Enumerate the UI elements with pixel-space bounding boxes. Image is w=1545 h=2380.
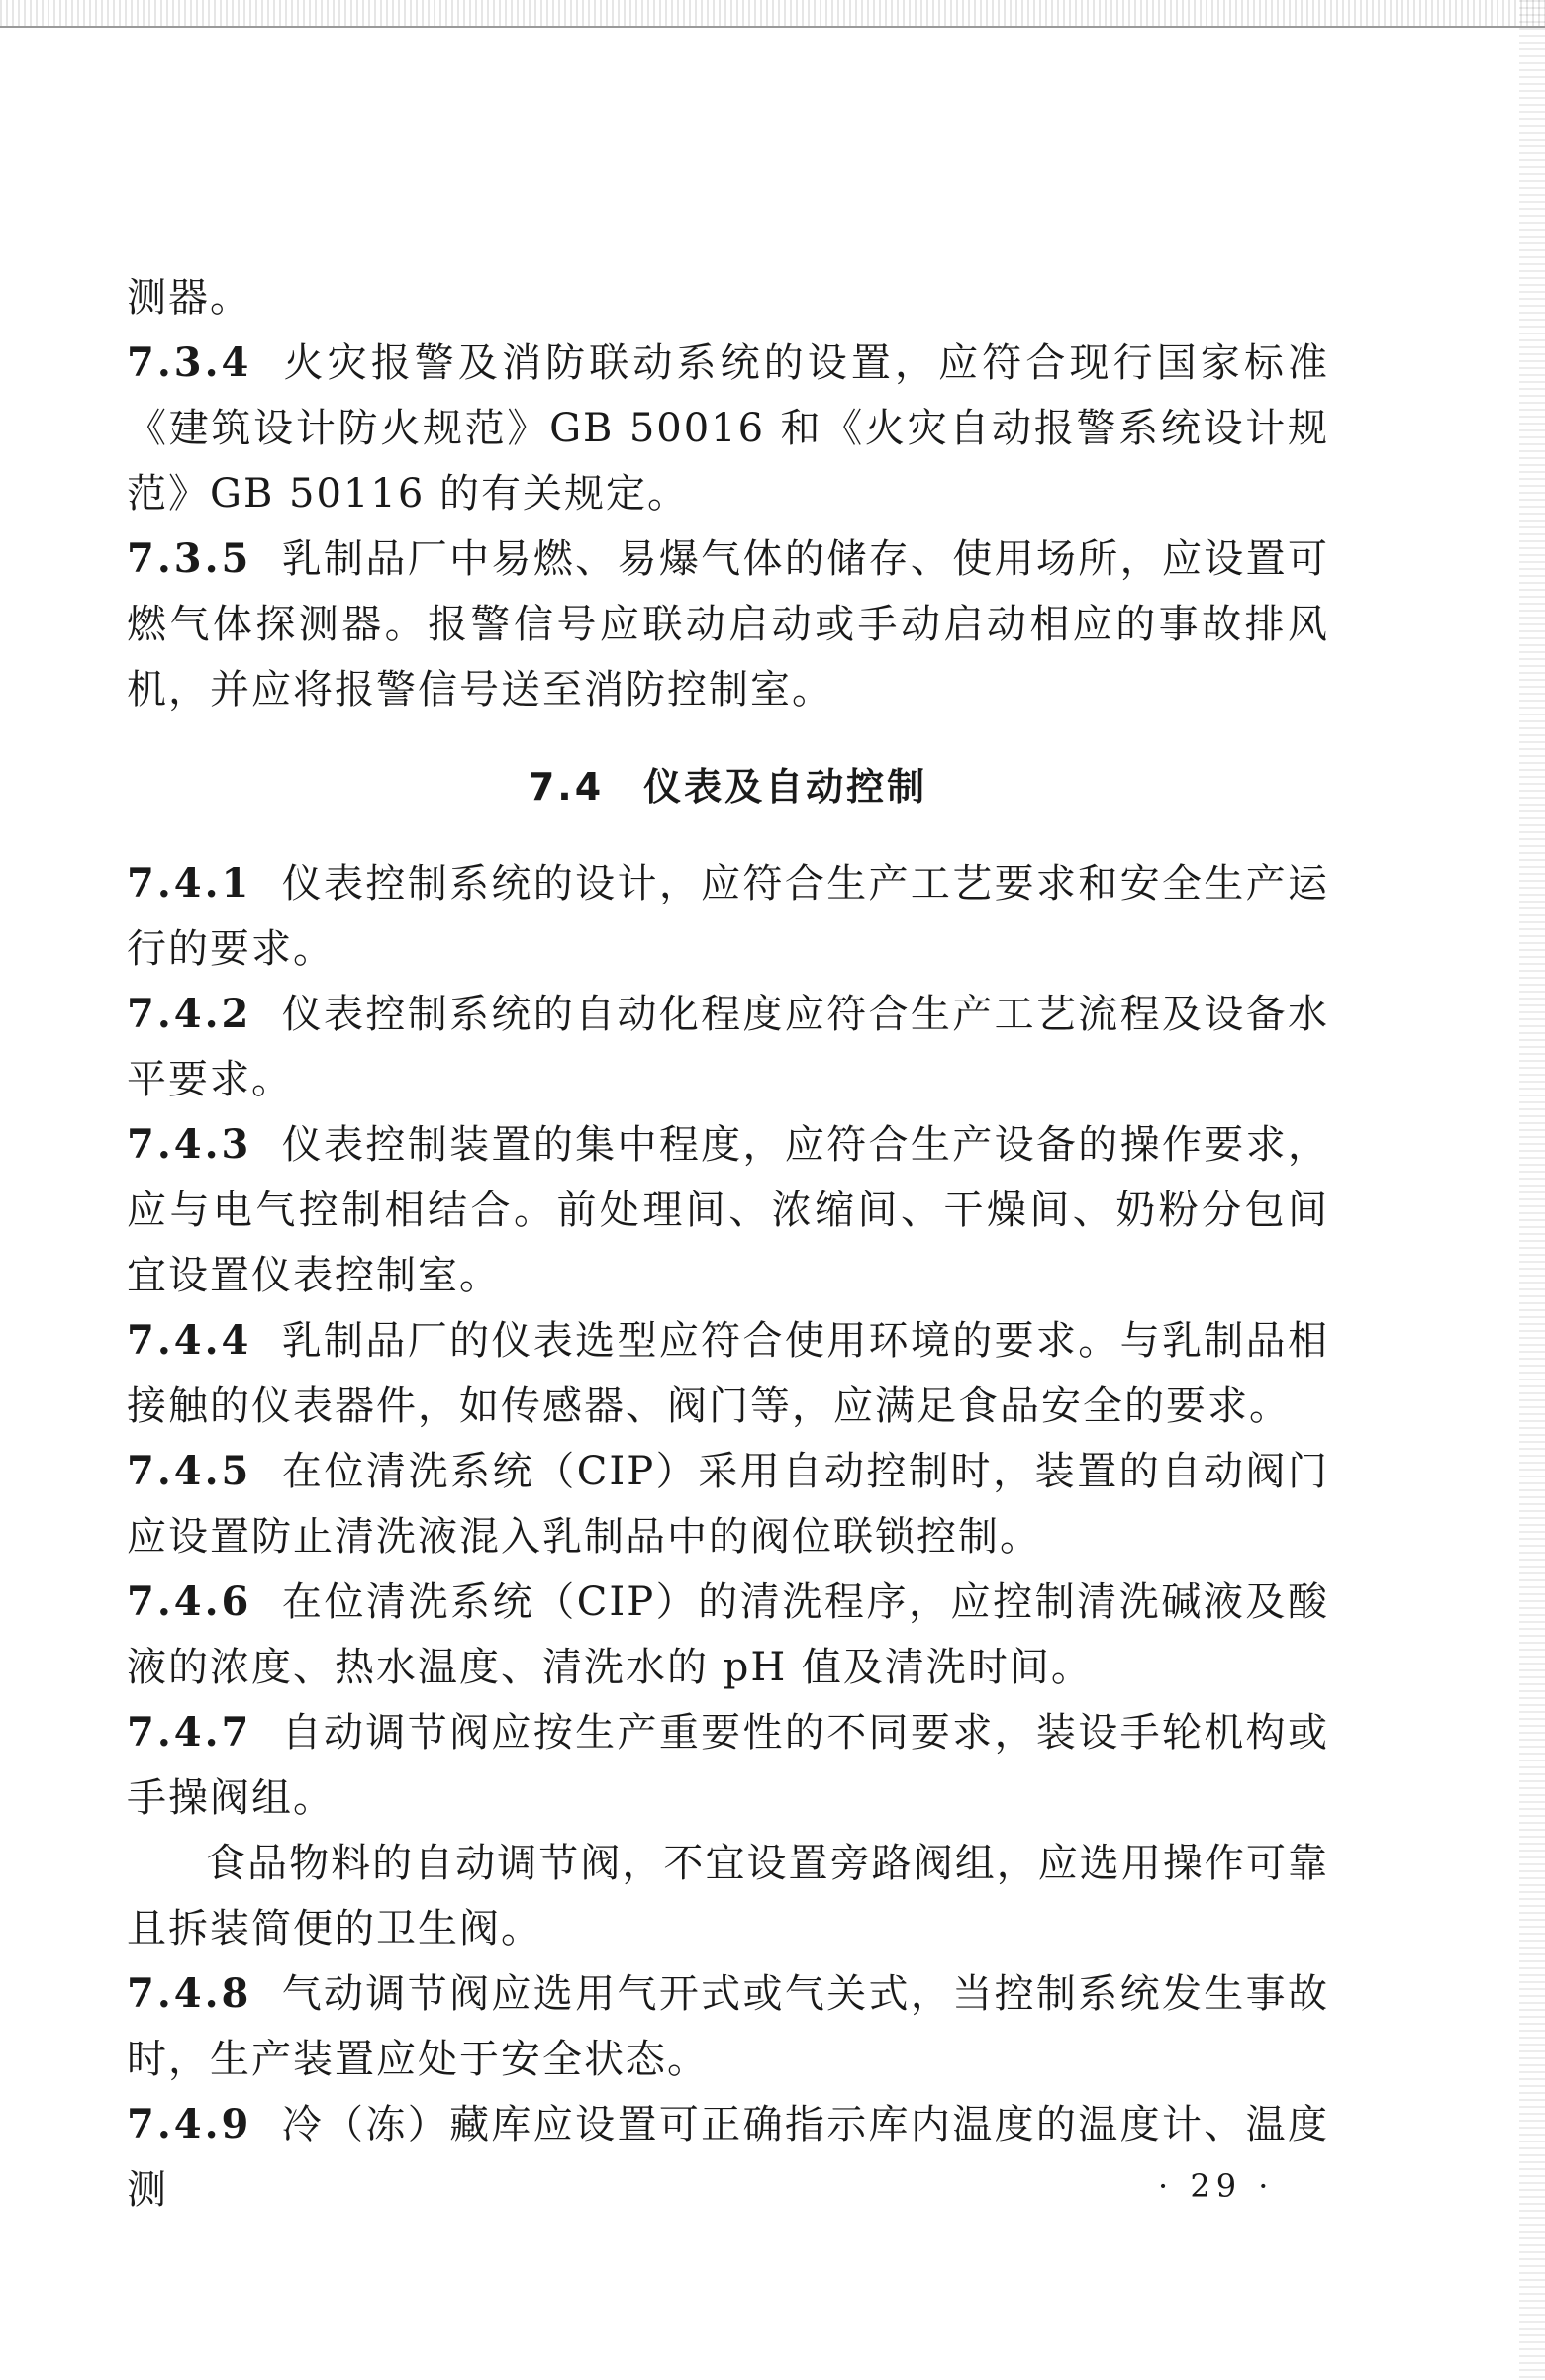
clause-number: 7.4.1 bbox=[127, 860, 252, 906]
clause-text: 乳制品厂中易燃、易爆气体的储存、使用场所，应设置可燃气体探测器。报警信号应联动启动或手动启动相应的事故排风机，并应将报警信号送至消防控制室。 bbox=[127, 536, 1329, 713]
clause-text: 测器。 bbox=[127, 275, 251, 321]
clause-text: 在位清洗系统（CIP）的清洗程序，应控制清洗碱液及酸液的浓度、热水温度、清洗水的 pH 值及清洗时间。 bbox=[127, 1579, 1329, 1690]
clause-text: 食品物料的自动调节阀，不宜设置旁路阀组，应选用操作可靠且拆装简便的卫生阀。 bbox=[127, 1841, 1329, 1952]
scan-top-line bbox=[0, 26, 1545, 28]
clause-paragraph bbox=[127, 1439, 1329, 1570]
clause-number: 7.4.6 bbox=[127, 1578, 252, 1625]
clause-paragraph bbox=[127, 1112, 1329, 1308]
clause-number: 7.4.8 bbox=[127, 1970, 252, 2017]
clause-text: 仪表控制系统的设计，应符合生产工艺要求和安全生产运行的要求。 bbox=[127, 861, 1329, 972]
clause-paragraph bbox=[127, 526, 1329, 722]
clause-number: 7.4.9 bbox=[127, 2101, 252, 2147]
clause-number: 7.3.4 bbox=[127, 339, 252, 386]
clause-text: 火灾报警及消防联动系统的设置，应符合现行国家标准《建筑设计防火规范》GB 50016 和《火灾自动报警系统设计规范》GB 50116 的有关规定。 bbox=[127, 340, 1329, 517]
body-paragraph bbox=[127, 265, 1329, 331]
clause-paragraph bbox=[127, 982, 1329, 1112]
page-number: · 29 · bbox=[1158, 2167, 1275, 2205]
clause-number: 7.3.5 bbox=[127, 535, 252, 582]
clause-text: 气动调节阀应选用气开式或气关式，当控制系统发生事故时，生产装置应处于安全状态。 bbox=[127, 1971, 1329, 2082]
clause-paragraph bbox=[127, 1961, 1329, 2092]
clause-paragraph bbox=[127, 1700, 1329, 1831]
clause-text: 自动调节阀应按生产重要性的不同要求，装设手轮机构或手操阀组。 bbox=[127, 1710, 1329, 1821]
clause-paragraph bbox=[127, 1308, 1329, 1439]
clause-text: 在位清洗系统（CIP）采用自动控制时，装置的自动阀门应设置防止清洗液混入乳制品中的阀位联锁控制。 bbox=[127, 1449, 1329, 1560]
clause-number: 7.4.5 bbox=[127, 1448, 252, 1494]
clause-text: 冷（冻）藏库应设置可正确指示库内温度的温度计、温度测 bbox=[127, 2102, 1329, 2213]
body-paragraph bbox=[127, 1831, 1329, 1961]
clause-paragraph bbox=[127, 1570, 1329, 1700]
scan-top-edge bbox=[0, 0, 1545, 28]
section-heading bbox=[127, 754, 1329, 819]
clause-number: 7.4.7 bbox=[127, 1709, 252, 1756]
clause-paragraph bbox=[127, 331, 1329, 526]
clause-text: 仪表控制装置的集中程度，应符合生产设备的操作要求，应与电气控制相结合。前处理间、浓缩间、干燥间、奶粉分包间宜设置仪表控制室。 bbox=[127, 1122, 1329, 1298]
clause-text: 仪表控制系统的自动化程度应符合生产工艺流程及设备水平要求。 bbox=[127, 992, 1329, 1102]
clause-number: 7.4.4 bbox=[127, 1317, 252, 1364]
document-body bbox=[127, 265, 1329, 2223]
clause-paragraph bbox=[127, 2092, 1329, 2223]
clause-number: 7.4.2 bbox=[127, 991, 252, 1037]
clause-paragraph bbox=[127, 851, 1329, 982]
section-title: 仪表及自动控制 bbox=[643, 765, 928, 809]
clause-text: 乳制品厂的仪表选型应符合使用环境的要求。与乳制品相接触的仪表器件，如传感器、阀门等，应满足食品安全的要求。 bbox=[127, 1318, 1329, 1429]
scan-right-edge bbox=[1519, 0, 1545, 2380]
section-number: 7.4 bbox=[528, 765, 605, 809]
clause-number: 7.4.3 bbox=[127, 1121, 252, 1168]
